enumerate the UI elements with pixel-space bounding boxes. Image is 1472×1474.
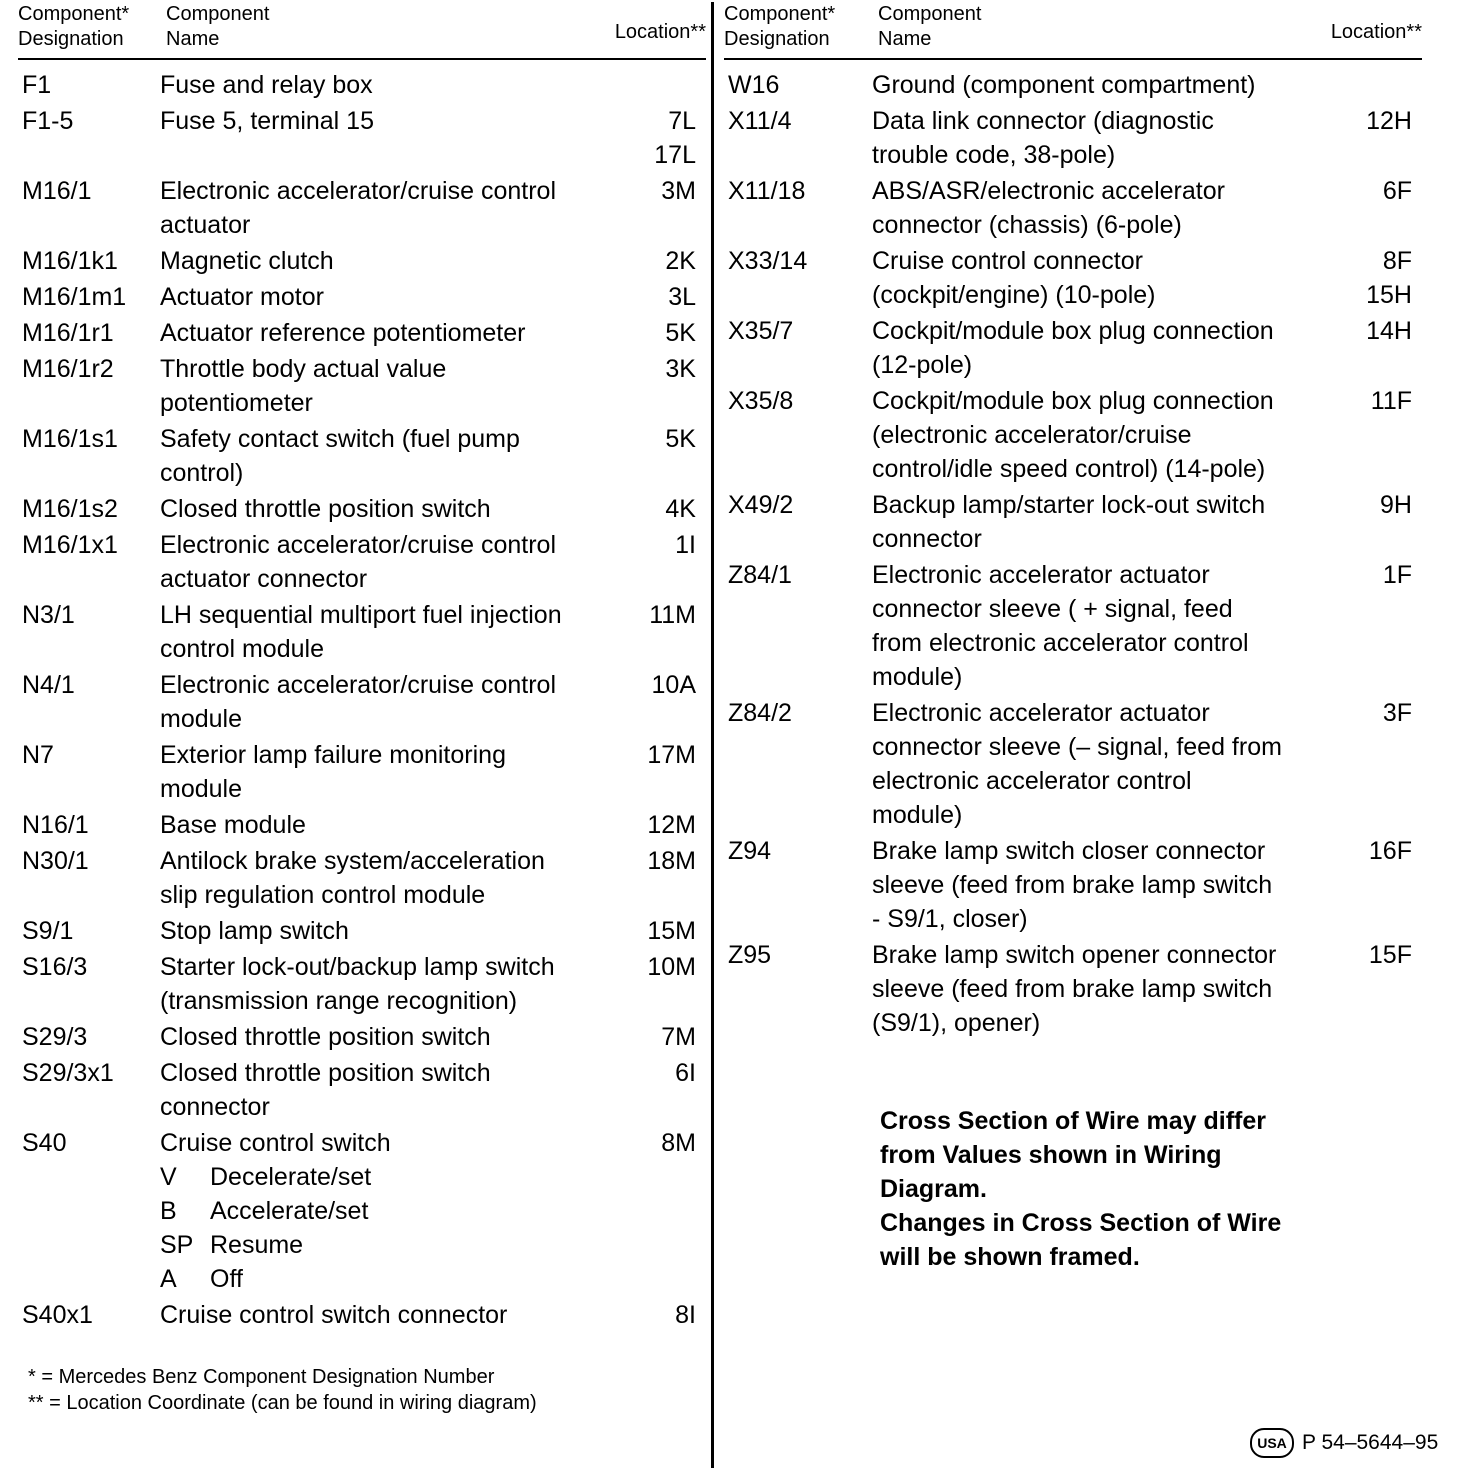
switch-position: V Decelerate/set [160, 1163, 372, 1191]
header-designation: Component* Designation [724, 3, 836, 50]
header-location: Location** [1330, 21, 1422, 43]
table-row [18, 1056, 706, 1124]
header-designation: Component* Designation [18, 3, 130, 50]
component-designation: M16/1s1 [22, 425, 118, 453]
wire-cross-section-note: Cross Section of Wire may differ from Values shown in Wiring Diagram. Changes in Cross Section of Wire will be shown framed. [880, 1107, 1282, 1271]
location-coordinate: 1F [1382, 561, 1412, 589]
component-designation: X35/8 [728, 387, 794, 415]
table-row [724, 384, 1422, 486]
table-row [18, 598, 706, 666]
location-coordinate: 16F [1368, 837, 1412, 865]
table-row [18, 1298, 706, 1332]
table-row [18, 68, 706, 102]
table-row [18, 738, 706, 806]
table-row [724, 174, 1422, 242]
table-row [18, 528, 706, 596]
location-coordinate: 18M [647, 847, 696, 875]
location-coordinate: 1I [675, 531, 696, 559]
document-number [1250, 1428, 1438, 1458]
component-designation: N3/1 [22, 601, 75, 629]
component-designation: M16/1m1 [22, 283, 127, 311]
location-coordinate: 6I [675, 1059, 696, 1087]
table-row [18, 808, 706, 842]
component-designation: X35/7 [728, 317, 794, 345]
component-name: Starter lock-out/backup lamp switch (transmission range recognition) [160, 953, 555, 1015]
component-designation: Z95 [728, 941, 772, 969]
component-designation: S29/3 [22, 1023, 88, 1051]
component-designation: X49/2 [728, 491, 794, 519]
component-designation: N30/1 [22, 847, 89, 875]
component-name: Backup lamp/starter lock-out switch connector [872, 491, 1266, 553]
component-designation: S29/3x1 [22, 1059, 114, 1087]
table-row [18, 104, 706, 172]
table-row [18, 316, 706, 350]
component-name: Base module [160, 811, 306, 839]
component-designation: S40x1 [22, 1301, 93, 1329]
table-row [724, 834, 1422, 936]
component-name: Brake lamp switch closer connector sleeve (feed from brake lamp switch - S9/1, closer) [872, 837, 1273, 933]
component-designation: M16/1 [22, 177, 92, 205]
location-coordinate [626, 68, 706, 102]
component-name: Exterior lamp failure monitoring module [160, 741, 506, 803]
component-designation: X11/4 [728, 107, 792, 135]
component-name: Electronic accelerator/cruise control actuator connector [160, 531, 556, 593]
table-row [18, 668, 706, 736]
table-row [18, 352, 706, 420]
header-location: Location** [614, 21, 706, 43]
footnote: ** = Location Coordinate (can be found in wiring diagram) [28, 1392, 537, 1414]
location-coordinate: 3L [668, 283, 696, 311]
location-coordinate: 15F [1368, 941, 1412, 969]
location-coordinate: 12H [1366, 107, 1412, 135]
component-designation: N7 [22, 741, 54, 769]
location-coordinate: 10M [647, 953, 696, 981]
location-coordinate: 8F 15H [1366, 247, 1412, 309]
table-row [18, 244, 706, 278]
component-designation: S40 [22, 1129, 67, 1157]
switch-position: A Off [160, 1265, 243, 1293]
header-name: Component Name [166, 3, 270, 50]
component-designation: F1 [22, 71, 52, 99]
component-designation: N4/1 [22, 671, 75, 699]
component-name: Electronic accelerator actuator connector sleeve ( + signal, feed from electronic accelerator control module) [872, 561, 1249, 691]
right-rows [724, 68, 1422, 1040]
location-coordinate: 11F [1370, 387, 1412, 415]
table-row [18, 422, 706, 490]
table-row [18, 174, 706, 242]
location-coordinate: 3M [661, 177, 696, 205]
left-table [18, 0, 706, 1334]
component-name: Closed throttle position switch connector [160, 1059, 491, 1121]
location-coordinate: 11M [649, 601, 696, 629]
table-row [18, 950, 706, 1018]
component-name: Closed throttle position switch [160, 1023, 491, 1051]
location-coordinate: 12M [647, 811, 696, 839]
component-designation: M16/1k1 [22, 247, 118, 275]
location-coordinate: 3K [665, 355, 696, 383]
component-name: Electronic accelerator/cruise control module [160, 671, 556, 733]
location-coordinate [1342, 68, 1422, 102]
component-designation: N16/1 [22, 811, 89, 839]
location-coordinate: 2K [665, 247, 696, 275]
component-designation: S16/3 [22, 953, 88, 981]
component-designation: S9/1 [22, 917, 74, 945]
footnote: * = Mercedes Benz Component Designation Number [28, 1366, 495, 1388]
component-designation: M16/1x1 [22, 531, 118, 559]
component-name: Electronic accelerator actuator connector sleeve (– signal, feed from electronic accelerator control module) [872, 699, 1282, 829]
component-name: Actuator reference potentiometer [160, 319, 526, 347]
component-designation: Z84/1 [728, 561, 792, 589]
location-coordinate: 10A [651, 671, 696, 699]
table-row [724, 104, 1422, 172]
switch-position: B Accelerate/set [160, 1197, 369, 1225]
usa-badge: USA [1250, 1428, 1294, 1458]
component-designation: M16/1r2 [22, 355, 114, 383]
right-table-header [724, 0, 1422, 60]
component-designation: Z94 [728, 837, 772, 865]
component-name: Cruise control switch connector [160, 1301, 508, 1329]
component-name: Data link connector (diagnostic trouble code, 38-pole) [872, 107, 1214, 169]
location-coordinate: 17M [647, 741, 696, 769]
switch-position: SP Resume [160, 1231, 304, 1259]
table-row [724, 938, 1422, 1040]
component-designation: Z84/2 [728, 699, 792, 727]
component-name: Stop lamp switch [160, 917, 349, 945]
table-row [18, 492, 706, 526]
left-rows [18, 68, 706, 1332]
component-name: Antilock brake system/acceleration slip regulation control module [160, 847, 545, 909]
component-name: Ground (component compartment) [872, 71, 1256, 99]
component-designation: W16 [728, 71, 780, 99]
table-row [724, 488, 1422, 556]
document-code: P 54–5644–95 [1302, 1431, 1439, 1454]
table-row [724, 314, 1422, 382]
component-name: Fuse 5, terminal 15 [160, 107, 374, 135]
component-name: Cruise control connector (cockpit/engine) (10-pole) [872, 247, 1156, 309]
component-designation: M16/1r1 [22, 319, 114, 347]
table-row [724, 558, 1422, 694]
location-coordinate: 15M [647, 917, 696, 945]
component-name: Magnetic clutch [160, 247, 334, 275]
location-coordinate: 14H [1366, 317, 1412, 345]
table-row [18, 280, 706, 314]
component-designation: X11/18 [728, 177, 806, 205]
component-name: Brake lamp switch opener connector sleeve (feed from brake lamp switch (S9/1), opener) [872, 941, 1277, 1037]
location-coordinate: 4K [665, 495, 696, 523]
component-name: Closed throttle position switch [160, 495, 491, 523]
component-name: Fuse and relay box [160, 71, 373, 99]
footnotes [28, 1364, 537, 1416]
table-row [724, 696, 1422, 832]
location-coordinate: 7L 17L [654, 107, 696, 169]
component-name: ABS/ASR/electronic accelerator connector (chassis) (6-pole) [872, 177, 1225, 239]
table-row [18, 1020, 706, 1054]
component-name: LH sequential multiport fuel injection control module [160, 601, 562, 663]
location-coordinate: 8M [661, 1129, 696, 1157]
component-name: Cruise control switch V Decelerate/set B Accelerate/set SP Resume A Off [160, 1126, 626, 1296]
component-name: Safety contact switch (fuel pump control) [160, 425, 520, 487]
location-coordinate: 3F [1382, 699, 1412, 727]
location-coordinate: 5K [665, 425, 696, 453]
component-designation: X33/14 [728, 247, 808, 275]
location-coordinate: 6F [1382, 177, 1412, 205]
component-name: Cockpit/module box plug connection (electronic accelerator/cruise control/idle speed control) (14-pole) [872, 387, 1274, 483]
component-name: Throttle body actual value potentiometer [160, 355, 447, 417]
left-table-header [18, 0, 706, 60]
table-row [724, 68, 1422, 102]
table-row [18, 844, 706, 912]
component-name: Actuator motor [160, 283, 324, 311]
location-coordinate: 9H [1380, 491, 1412, 519]
component-name: Electronic accelerator/cruise control actuator [160, 177, 556, 239]
location-coordinate: 5K [665, 319, 696, 347]
component-name: Cockpit/module box plug connection (12-pole) [872, 317, 1274, 379]
table-row [18, 914, 706, 948]
table-row [18, 1126, 706, 1296]
column-divider [711, 2, 714, 1468]
location-coordinate: 8I [675, 1301, 696, 1329]
location-coordinate: 7M [661, 1023, 696, 1051]
header-name: Component Name [878, 3, 982, 50]
right-table [724, 0, 1422, 1042]
component-designation: F1-5 [22, 107, 74, 135]
table-row [724, 244, 1422, 312]
component-designation: M16/1s2 [22, 495, 118, 523]
